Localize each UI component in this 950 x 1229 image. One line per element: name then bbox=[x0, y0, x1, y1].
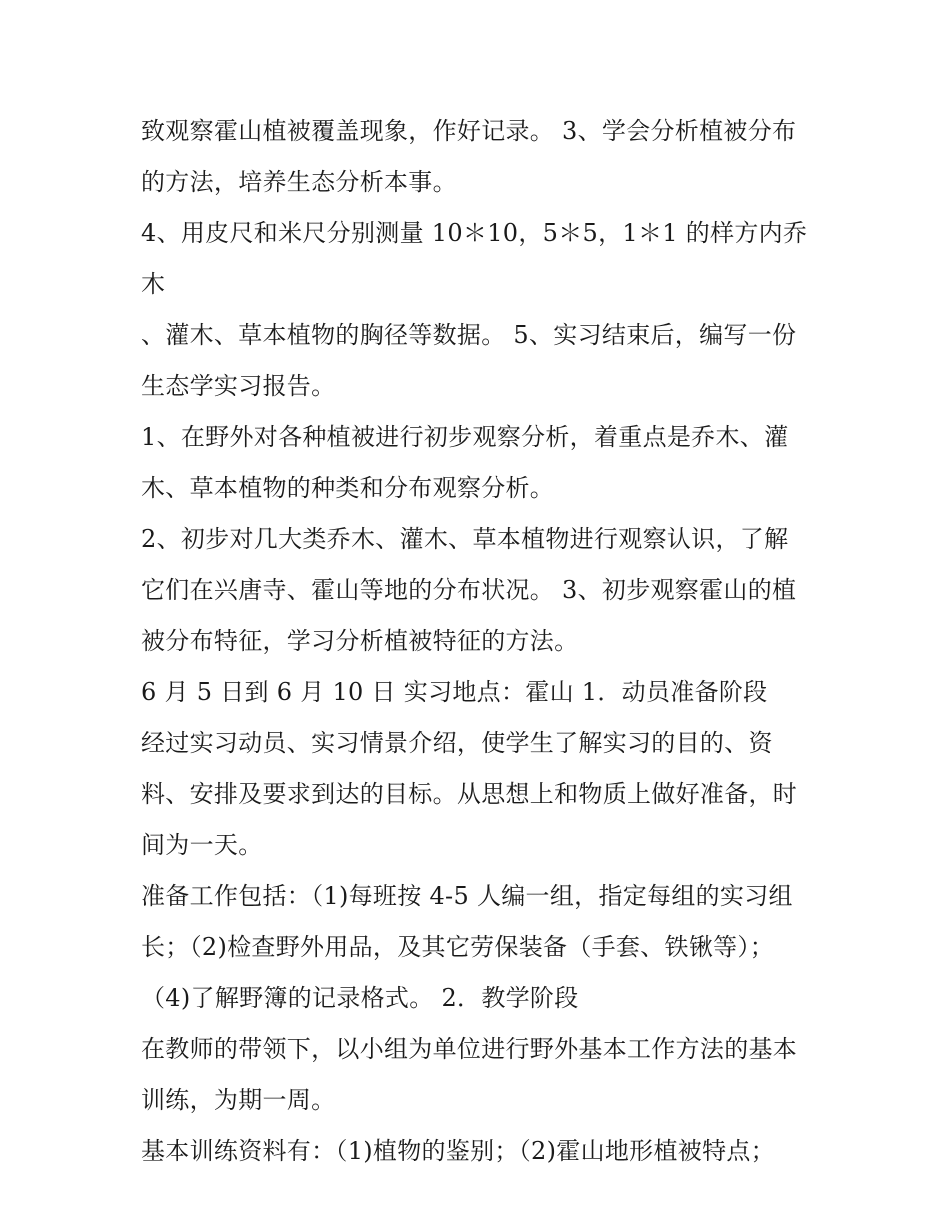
paragraph-preparation: 准备工作包括：（1)每班按 4-5 人编一组，指定每组的实习组 长；（2)检查野外用品，及其它劳保装备（手套、铁锹等）； （4)了解野簿的记录格式。 2．教学阶段 bbox=[141, 882, 793, 1012]
paragraph-measurement: 4、用皮尺和米尺分别测量 10＊10，5＊5，1＊1 的样方内乔木 、灌木、草本植物的胸径等数据。 5、实习结束后，编写一份 生态学实习报告。 bbox=[141, 219, 808, 400]
paragraph-training: 基本训练资料有：（1)植物的鉴别；（2)霍山地形植被特点； bbox=[141, 1137, 775, 1165]
paragraph-objectives-cont: 致观察霍山植被覆盖现象，作好记录。 3、学会分析植被分布 的方法，培养生态分析本事。 bbox=[141, 117, 797, 196]
paragraph-content-1: 1、在野外对各种植被进行初步观察分析，着重点是乔木、灌 木、草本植物的种类和分布观察分析。 bbox=[141, 423, 789, 502]
paragraph-mobilization: 经过实习动员、实习情景介绍，使学生了解实习的目的、资 料、安排及要求到达的目标。从思想上和物质上做好准备，时 间为一天。 bbox=[141, 729, 798, 859]
paragraph-schedule: 6 月 5 日到 6 月 10 日 实习地点：霍山 1．动员准备阶段 bbox=[141, 678, 768, 706]
paragraph-content-2: 2、初步对几大类乔木、灌木、草本植物进行观察认识，了解 它们在兴唐寺、霍山等地的分布状况。 3、初步观察霍山的植 被分布特征，学习分析植被特征的方法。 bbox=[141, 525, 797, 655]
document-body bbox=[141, 106, 821, 1177]
paragraph-teaching: 在教师的带领下，以小组为单位进行野外基本工作方法的基本 训练，为期一周。 bbox=[141, 1035, 798, 1114]
